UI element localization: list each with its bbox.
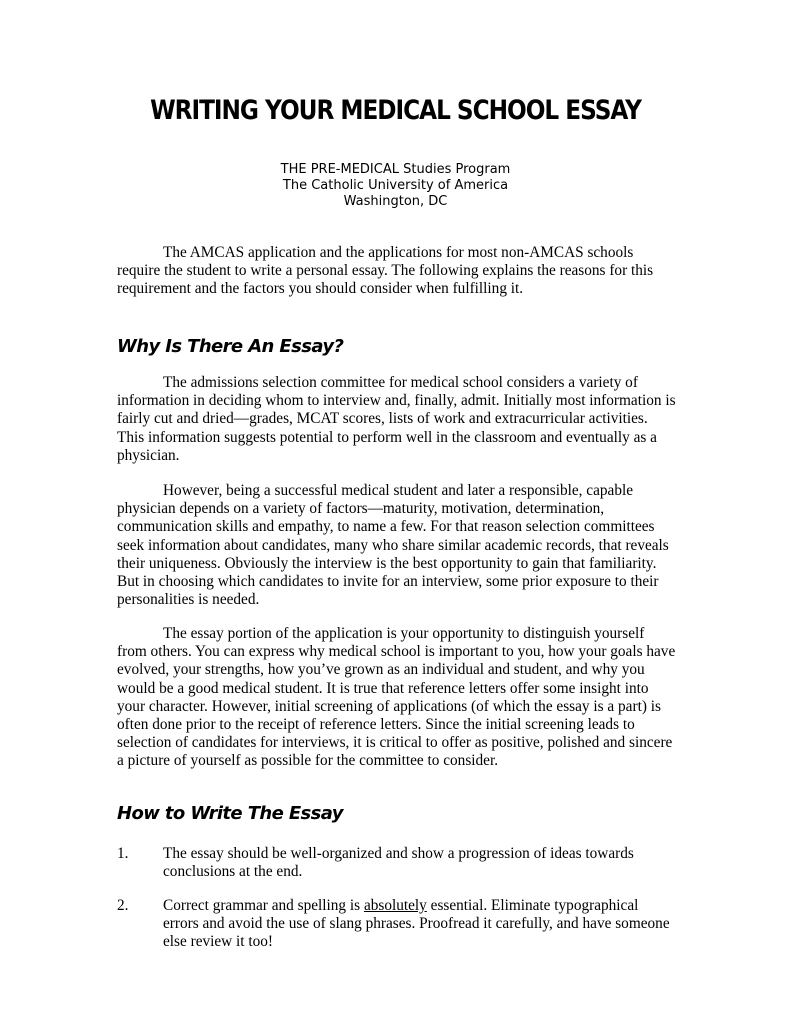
why-paragraph-2: However, being a successful medical student and later a responsible, capable physician depends on a variety of factors—maturity, motivation, determination, communication skills and empathy, to name a few. For that reason selection committees seek information about candidates, many who share similar academic records, that reveals their uniqueness. Obviously the interview is the best opportunity to gain that familiarity. But in choosing which candidates to invite for an interview, some prior exposure to their personalities is needed. bbox=[117, 482, 669, 609]
intro-paragraph: The AMCAS application and the applications for most non-AMCAS schools require the student to write a personal essay. The following explains the reasons for this requirement and the factors you should consider when fulfilling it. bbox=[117, 244, 654, 298]
section-heading-how: How to Write The Essay bbox=[117, 803, 343, 824]
why-paragraph-3: The essay portion of the application is your opportunity to distinguish yourself from others. You can express why medical school is important to you, how your goals have evolved, your strengths, how you’ve grown as an individual and student, and why you would be a good medical student. It is true that reference letters offer some insight into your character. However, initial screening of applications (of which the essay is a part) is often done prior to the receipt of reference letters. Since the initial screening leads to selection of candidates for interviews, it is critical to offer as positive, polished and sincere a picture of yourself as possible for the committee to consider. bbox=[117, 625, 676, 770]
document-title: WRITING YOUR MEDICAL SCHOOL ESSAY bbox=[150, 95, 641, 126]
underlined-word: absolutely bbox=[363, 897, 427, 914]
list-item-number: 2. bbox=[117, 897, 129, 914]
why-paragraph-1: The admissions selection committee for medical school considers a variety of information in deciding whom to interview and, finally, admit. Initially most information is fairly cut and dried—grades, MCAT scores, lists of work and extracurricular activities. This information suggests potential to perform well in the classroom and eventually as a physician. bbox=[117, 374, 676, 464]
list-item-text bbox=[163, 897, 677, 952]
section-heading-why: Why Is There An Essay? bbox=[117, 336, 344, 357]
program-name: THE PRE-MEDICAL Studies Program bbox=[280, 162, 511, 177]
location: Washington, DC bbox=[343, 194, 448, 209]
document-subheader bbox=[0, 162, 791, 210]
list-item-text-end: essential. Eliminate typographical errors and avoid the use of slang phrases. Proofread it carefully, and have someone else review it too! bbox=[163, 897, 670, 951]
list-item-text: The essay should be well-organized and show a progression of ideas towards conclusions at the end. bbox=[163, 845, 634, 881]
university-name: The Catholic University of America bbox=[282, 178, 509, 193]
list-item-number: 1. bbox=[117, 845, 129, 862]
list-item-text-start: Correct grammar and spelling is bbox=[163, 897, 364, 914]
